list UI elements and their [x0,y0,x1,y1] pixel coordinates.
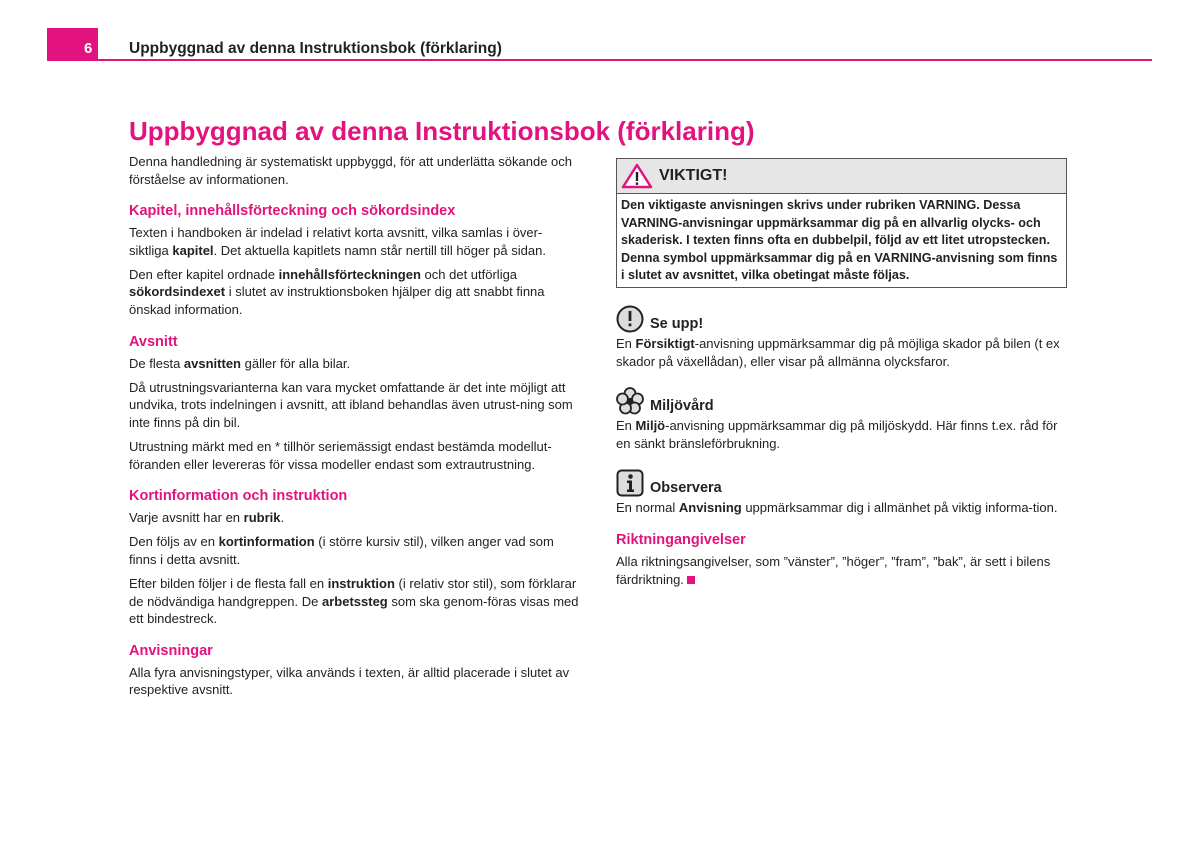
bold-text: kortinformation [218,534,315,550]
paragraph [129,575,581,628]
text: Alla riktningsangivelser, som ”vänster”, ”höger”, ”fram”, ”bak”, är sett i bilens färdriktning. [616,553,1051,587]
paragraph [129,509,581,527]
text: Efter bilden följer i de flesta fall en [129,576,328,591]
paragraph [129,533,581,568]
left-column [129,153,581,705]
bold-text: Miljö [635,418,666,434]
text: och det utförliga [420,266,518,282]
section-heading: Riktningangivelser [616,531,746,548]
caution-text [616,335,1068,370]
info-icon [616,469,644,497]
warning-box [616,158,1067,288]
text: Texten i handboken är indelad i relativt korta avsnitt, vilka samlas i över-siktliga [129,225,543,258]
environment-heading [616,387,1068,415]
text: En normal [616,500,679,516]
paragraph: Då utrustningsvarianterna kan vara mycket omfattande är det inte möjligt att undvika, trots indelningen i avsnitt, att ibland behandlas även utrust-ning som inte finns på din bil. [129,379,573,430]
caution-heading [616,305,1068,333]
text: -anvisning uppmärksammar dig på möjliga skador på bilen (t ex skador på växellådan), eller visar på allmänna olycksfaror. [616,335,1060,369]
section-heading: Kortinformation och instruktion [129,488,348,505]
bold-text: kapitel [172,242,214,258]
section-heading: Avsnitt [129,333,178,350]
header-rule [47,59,1152,61]
warning-triangle-icon [621,163,653,189]
warning-header [617,159,1066,194]
environment-text [616,417,1068,452]
text: (i större kursiv stil), vilken anger vad som finns i detta avsnitt. [129,534,554,567]
text: De flesta [129,355,184,371]
bold-text: innehållsförteckningen [278,266,421,282]
bold-text: avsnitten [183,355,241,371]
paragraph: Utrustning märkt med en * tillhör seriemässigt endast bestämda modellut-föranden eller levereras för vissa modeller endast som extrautrustning. [129,439,552,472]
text: (i relativ stor stil), som förklarar de nödvändiga handgreppen. De [129,576,577,609]
bold-text: Anvisning [678,500,742,516]
warning-text: Den viktigaste anvisningen skrivs under rubriken VARNING. Dessa VARNING-anvisningar uppmärksammar dig på en allvarlig olycks- och skaderisk. I texten finns ofta en dubbelpil, följd av ett litet utropstecken. Denna symbol uppmärksammar dig på en VARNING-anvisning som finns i slutet av avsnittet, vilka obetingat måste följas. [621,198,1058,283]
section-heading: Kapitel, innehållsförteckning och sökordsindex [129,203,456,220]
text: Den efter kapitel ordnade [129,266,279,282]
warning-title: VIKTIGT! [659,167,728,185]
flower-environment-icon [616,387,644,415]
paragraph [129,224,581,259]
bold-text: arbetssteg [322,593,388,609]
section-end-marker-icon [687,576,695,584]
running-header: Uppbyggnad av denna Instruktionsbok (förklaring) [129,40,502,57]
intro-paragraph: Denna handledning är systematiskt uppbyggd, för att underlätta sökande och förståelse av informationen. [129,154,573,187]
paragraph [616,553,1068,588]
text: i slutet av instruktionsboken hjälper dig att snabbt finna önskad information. [129,284,545,318]
section-heading: Anvisningar [129,642,213,659]
note-title: Observera [650,480,722,497]
text: -anvisning uppmärksammar dig på miljöskydd. Här finns t.ex. råd för en sänkt bränsleförbrukning. [616,418,1058,451]
paragraph [129,266,581,319]
text: . Det aktuella kapitlets namn står nertill till höger på sidan. [213,242,546,258]
text: Den följs av en [129,534,219,550]
bold-text: rubrik [243,510,281,526]
page-number: 6 [84,40,93,57]
text: En [616,418,636,434]
bold-text: instruktion [327,576,395,591]
paragraph: Alla fyra anvisningstyper, vilka används i texten, är alltid placerade i slutet av respektive avsnitt. [129,664,570,698]
note-heading [616,469,1068,497]
bold-text: Försiktigt [635,335,695,351]
text: . [280,510,285,526]
caution-exclamation-icon [616,305,644,333]
note-text [616,499,1068,517]
text: gäller för alla bilar. [241,355,351,371]
right-column [616,158,1068,595]
caution-title: Se upp! [650,315,704,332]
page-title: Uppbyggnad av denna Instruktionsbok (förklaring) [129,116,755,146]
text: Varje avsnitt har en [129,510,244,526]
text: som ska genom-föras visas med ett bindestreck. [129,593,579,627]
environment-title: Miljövård [650,398,714,415]
text: uppmärksammar dig i allmänhet på viktig informa-tion. [741,500,1058,516]
paragraph [129,355,581,373]
bold-text: sökordsindexet [129,284,226,300]
text: En [616,335,636,351]
